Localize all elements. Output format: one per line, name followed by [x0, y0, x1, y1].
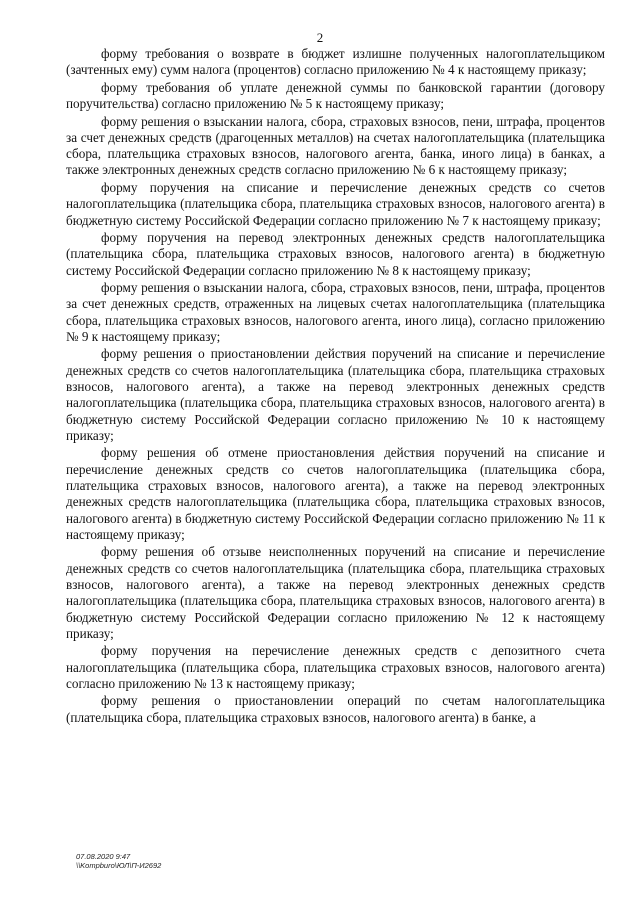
- paragraph: форму поручения на перечисление денежных средств с депозитного счета налогоплательщика (плательщика сбора, плательщика страховых взносов, налогового агента) согласно приложению № 13 к настоящему приказу;: [66, 643, 605, 691]
- page-number: 2: [316, 30, 324, 45]
- footer-timestamp: 07.08.2020 9:47: [76, 852, 131, 861]
- paragraph: форму решения об отмене приостановления действия поручений на списание и перечисление денежных средств со счетов налогоплательщика (плательщика сбора, плательщика страховых взносов, налогового агента), а также на перевод электронных денежных средств налогоплательщика (плательщика сбора, плательщика страховых взносов, налогового агента) в бюджетную систему Российской Федерации согласно приложению № 11 к настоящему приказу;: [66, 445, 605, 542]
- paragraph: форму решения о взыскании налога, сбора, страховых взносов, пени, штрафа, процентов за счет денежных средств (драгоценных металлов) на счетах налогоплательщика (плательщика сбора, плательщика страховых взносов, налогового агента, банка, иного лица) в банках, а также электронных денежных средств согласно приложению № 6 к настоящему приказу;: [66, 113, 605, 178]
- footer-file-ref: \\Kompburo\ЮЛ\П-И2692: [76, 861, 162, 870]
- paragraph: форму требования об уплате денежной суммы по банковской гарантии (договору поручительства) согласно приложению № 5 к настоящему приказу;: [66, 79, 605, 112]
- paragraph: форму требования о возврате в бюджет излишне полученных налогоплательщиком (зачтенных ему) сумм налога (процентов) согласно приложению № 4 к настоящему приказу;: [66, 46, 605, 78]
- paragraph: форму решения об отзыве неисполненных поручений на списание и перечисление денежных средств со счетов налогоплательщика (плательщика сбора, плательщика страховых взносов, налогового агента), а также на перевод электронных денежных средств налогоплательщика (плательщика сбора, плательщика страховых взносов, налогового агента) в бюджетную систему Российской Федерации согласно приложению № 12 к настоящему приказу;: [66, 544, 605, 641]
- paragraph: форму решения о приостановлении операций по счетам налогоплательщика (плательщика сбора, плательщика страховых взносов, налогового агента) в банке, а: [66, 693, 605, 725]
- document-body: [66, 46, 605, 727]
- paragraph: форму решения о приостановлении действия поручений на списание и перечисление денежных средств со счетов налогоплательщика (плательщика сбора, плательщика страховых взносов, налогового агента), а также на перевод электронных денежных средств налогоплательщика (плательщика сбора, плательщика страховых взносов, налогового агента) в бюджетную систему Российской Федерации согласно приложению № 10 к настоящему приказу;: [66, 346, 605, 443]
- paragraph: форму решения о взыскании налога, сбора, страховых взносов, пени, штрафа, процентов за счет денежных средств, отраженных на лицевых счетах налогоплательщика (плательщика сбора, плательщика страховых взносов, налогового агента, иного лица), согласно приложению № 9 к настоящему приказу;: [66, 280, 605, 344]
- footer-stamp: [76, 852, 161, 870]
- paragraph: форму поручения на перевод электронных денежных средств налогоплательщика (плательщика сбора, плательщика страховых взносов, налогового агента) в бюджетную систему Российской Федерации согласно приложению № 8 к настоящему приказу;: [66, 230, 605, 278]
- paragraph: форму поручения на списание и перечисление денежных средств со счетов налогоплательщика (плательщика сбора, плательщика страховых взносов, налогового агента) в бюджетную систему Российской Федерации согласно приложению № 7 к настоящему приказу;: [66, 179, 605, 228]
